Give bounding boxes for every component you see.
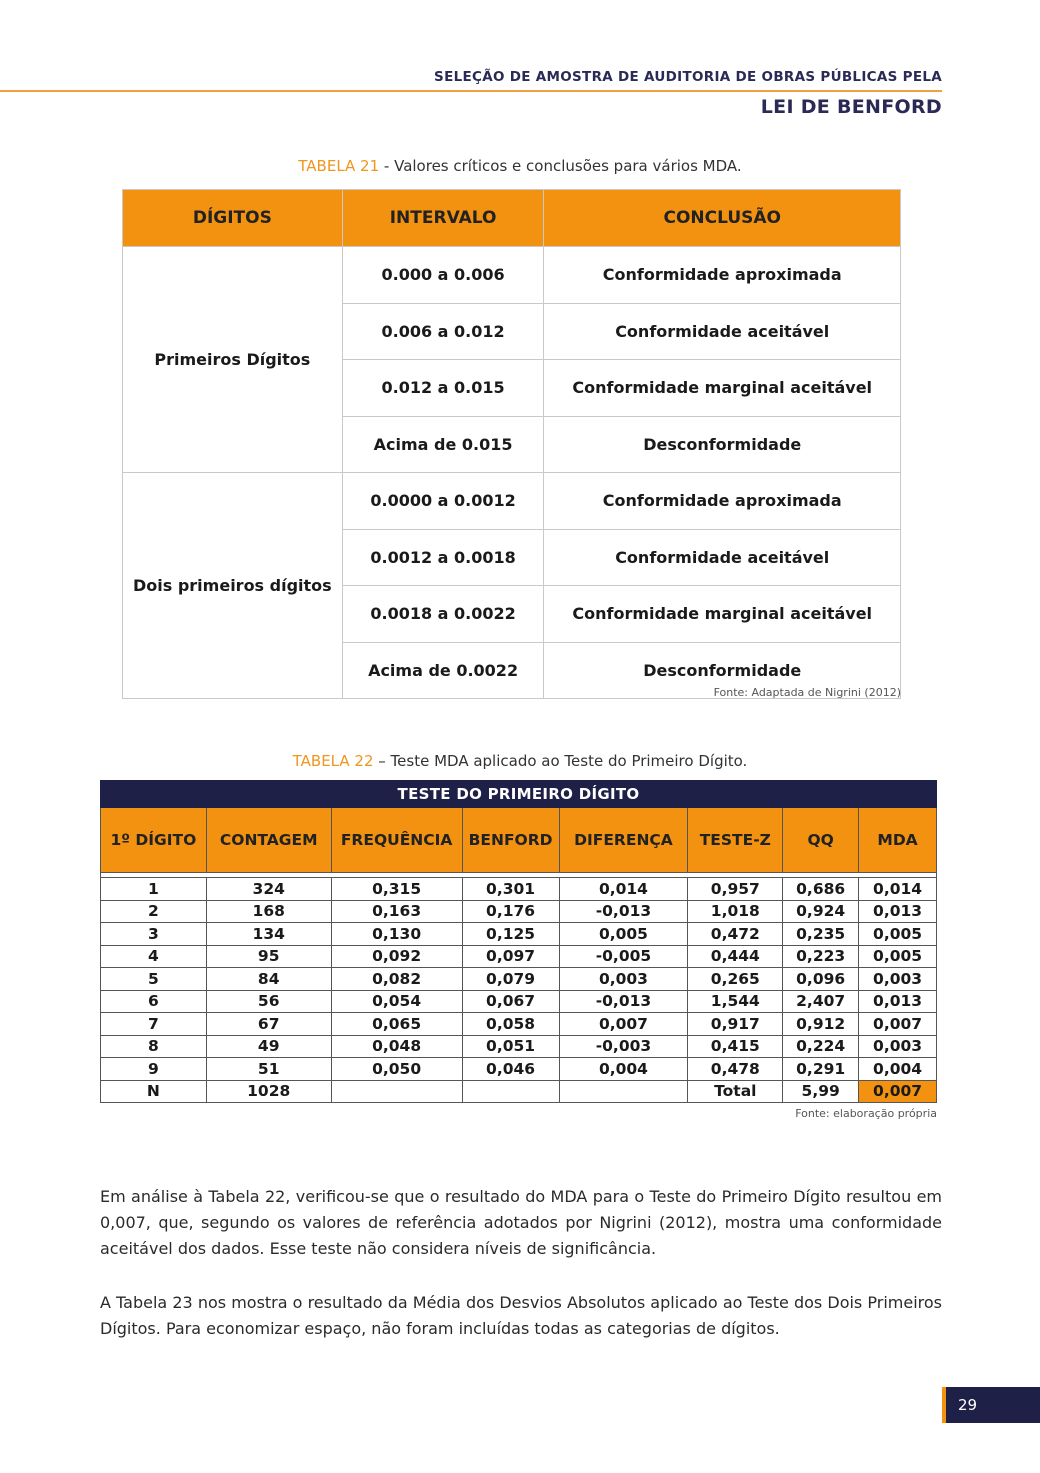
table-cell: 0,003 bbox=[559, 968, 688, 991]
table-cell: 0,291 bbox=[783, 1058, 859, 1081]
table-cell: 0,163 bbox=[331, 900, 462, 923]
table-cell: 0,050 bbox=[331, 1058, 462, 1081]
paragraph: Em análise à Tabela 22, verificou-se que o resultado do MDA para o Teste do Primeiro Dígito resultou em 0,007, que, segundo os valores de referência adotados por Nigrini (2012), mostra uma conformidade aceitável dos dados. Esse teste não considera níveis de significância. bbox=[100, 1187, 942, 1258]
table-cell: 0,065 bbox=[331, 1013, 462, 1036]
table-cell: 0,004 bbox=[859, 1058, 937, 1081]
table-row bbox=[101, 990, 937, 1013]
paragraph: A Tabela 23 nos mostra o resultado da Média dos Desvios Absolutos aplicado ao Teste dos Dois Primeiros Dígitos. Para economizar espaço, não foram incluídas todas as categorias de dígitos. bbox=[100, 1293, 942, 1338]
table-cell: 56 bbox=[206, 990, 331, 1013]
table-cell: 2 bbox=[101, 900, 207, 923]
table-cell: 0,415 bbox=[688, 1035, 783, 1058]
table-cell: N bbox=[101, 1080, 207, 1103]
interval-cell: Acima de 0.015 bbox=[342, 416, 544, 473]
table-cell: -0,013 bbox=[559, 990, 688, 1013]
table-cell: 9 bbox=[101, 1058, 207, 1081]
table-row bbox=[123, 473, 901, 530]
table-cell: 0,924 bbox=[783, 900, 859, 923]
interval-cell: 0.0018 a 0.0022 bbox=[342, 586, 544, 643]
table22-header-cell: TESTE-Z bbox=[688, 808, 783, 873]
table22-header-row bbox=[101, 808, 937, 873]
interval-cell: 0.006 a 0.012 bbox=[342, 303, 544, 360]
header-rule bbox=[0, 90, 942, 92]
table-cell: -0,005 bbox=[559, 945, 688, 968]
group-name-cell: Primeiros Dígitos bbox=[123, 247, 343, 473]
table-cell: 134 bbox=[206, 923, 331, 946]
table-cell: 168 bbox=[206, 900, 331, 923]
table-cell: 1028 bbox=[206, 1080, 331, 1103]
table21-source: Fonte: Adaptada de Nigrini (2012) bbox=[713, 686, 901, 699]
table-cell: 0,265 bbox=[688, 968, 783, 991]
header-subtitle: SELEÇÃO DE AMOSTRA DE AUDITORIA DE OBRAS PÚBLICAS PELA bbox=[434, 69, 942, 85]
table-cell: 0,054 bbox=[331, 990, 462, 1013]
table-cell: 0,003 bbox=[859, 1035, 937, 1058]
table-cell: 2,407 bbox=[783, 990, 859, 1013]
table-cell: Total bbox=[688, 1080, 783, 1103]
conclusion-cell: Conformidade aproximada bbox=[544, 473, 901, 530]
table22-caption-text: – Teste MDA aplicado ao Teste do Primeiro Dígito. bbox=[373, 752, 748, 770]
table22-band: TESTE DO PRIMEIRO DÍGITO bbox=[101, 781, 937, 808]
table-cell: 0,082 bbox=[331, 968, 462, 991]
table-cell: 0,013 bbox=[859, 990, 937, 1013]
conclusion-cell: Conformidade marginal aceitável bbox=[544, 360, 901, 417]
table-cell: 0,013 bbox=[859, 900, 937, 923]
table21-caption-label: TABELA 21 bbox=[298, 157, 380, 175]
table-row bbox=[101, 1035, 937, 1058]
table22-caption bbox=[0, 752, 1040, 770]
table-cell: -0,003 bbox=[559, 1035, 688, 1058]
conclusion-cell: Desconformidade bbox=[544, 416, 901, 473]
table-cell: 324 bbox=[206, 878, 331, 901]
interval-cell: 0.0000 a 0.0012 bbox=[342, 473, 544, 530]
table-footer-row bbox=[101, 1080, 937, 1103]
table-cell: 8 bbox=[101, 1035, 207, 1058]
table-cell: 0,097 bbox=[462, 945, 559, 968]
table-cell: 0,005 bbox=[859, 923, 937, 946]
table21-header-cell: INTERVALO bbox=[342, 190, 544, 247]
table22-header-cell: 1º DÍGITO bbox=[101, 808, 207, 873]
table-cell: 1,018 bbox=[688, 900, 783, 923]
table-cell: 0,079 bbox=[462, 968, 559, 991]
mda-total-cell: 0,007 bbox=[859, 1080, 937, 1103]
table-cell: 84 bbox=[206, 968, 331, 991]
table-cell: 67 bbox=[206, 1013, 331, 1036]
table-cell: 0,235 bbox=[783, 923, 859, 946]
group-name-cell: Dois primeiros dígitos bbox=[123, 473, 343, 699]
table-cell: 0,007 bbox=[859, 1013, 937, 1036]
table-cell: 0,444 bbox=[688, 945, 783, 968]
table-cell: 0,917 bbox=[688, 1013, 783, 1036]
table22-source: Fonte: elaboração própria bbox=[795, 1107, 937, 1120]
table22 bbox=[100, 780, 937, 1103]
table-cell bbox=[331, 1080, 462, 1103]
table-cell: 3 bbox=[101, 923, 207, 946]
table-row bbox=[101, 900, 937, 923]
table-cell: 51 bbox=[206, 1058, 331, 1081]
interval-cell: 0.012 a 0.015 bbox=[342, 360, 544, 417]
table-row bbox=[101, 968, 937, 991]
table-cell: 0,176 bbox=[462, 900, 559, 923]
table-cell: 1 bbox=[101, 878, 207, 901]
table-cell: 0,004 bbox=[559, 1058, 688, 1081]
table-cell: -0,013 bbox=[559, 900, 688, 923]
table-cell: 0,686 bbox=[783, 878, 859, 901]
table21 bbox=[122, 189, 901, 699]
table-cell: 0,014 bbox=[559, 878, 688, 901]
table-cell: 4 bbox=[101, 945, 207, 968]
table-cell: 0,472 bbox=[688, 923, 783, 946]
table-cell: 5,99 bbox=[783, 1080, 859, 1103]
table-cell: 0,003 bbox=[859, 968, 937, 991]
table-cell: 49 bbox=[206, 1035, 331, 1058]
table-row bbox=[101, 923, 937, 946]
table22-header-cell: FREQUÊNCIA bbox=[331, 808, 462, 873]
table-cell: 0,067 bbox=[462, 990, 559, 1013]
table-cell: 0,014 bbox=[859, 878, 937, 901]
interval-cell: Acima de 0.0022 bbox=[342, 642, 544, 699]
table-cell bbox=[462, 1080, 559, 1103]
table-cell: 0,130 bbox=[331, 923, 462, 946]
interval-cell: 0.0012 a 0.0018 bbox=[342, 529, 544, 586]
header-title: LEI DE BENFORD bbox=[760, 96, 942, 118]
table22-caption-label: TABELA 22 bbox=[292, 752, 374, 770]
table-row bbox=[101, 1013, 937, 1036]
table-cell: 0,058 bbox=[462, 1013, 559, 1036]
table-cell: 0,957 bbox=[688, 878, 783, 901]
conclusion-cell: Conformidade marginal aceitável bbox=[544, 586, 901, 643]
table-row bbox=[101, 945, 937, 968]
table21-header-cell: DÍGITOS bbox=[123, 190, 343, 247]
table-cell: 0,005 bbox=[859, 945, 937, 968]
conclusion-cell: Conformidade aceitável bbox=[544, 303, 901, 360]
table-cell: 7 bbox=[101, 1013, 207, 1036]
table22-header-cell: DIFERENÇA bbox=[559, 808, 688, 873]
table21-caption-text: - Valores críticos e conclusões para vários MDA. bbox=[379, 157, 742, 175]
table-row bbox=[123, 247, 901, 304]
table-cell: 0,478 bbox=[688, 1058, 783, 1081]
table-cell: 0,125 bbox=[462, 923, 559, 946]
table-cell: 0,912 bbox=[783, 1013, 859, 1036]
table22-header-cell: QQ bbox=[783, 808, 859, 873]
table21-header-cell: CONCLUSÃO bbox=[544, 190, 901, 247]
conclusion-cell: Desconformidade bbox=[544, 642, 901, 699]
table22-header-cell: CONTAGEM bbox=[206, 808, 331, 873]
table-cell: 0,046 bbox=[462, 1058, 559, 1081]
table-cell: 1,544 bbox=[688, 990, 783, 1013]
table-cell: 0,301 bbox=[462, 878, 559, 901]
table-cell: 95 bbox=[206, 945, 331, 968]
table-cell: 5 bbox=[101, 968, 207, 991]
table-cell: 0,007 bbox=[559, 1013, 688, 1036]
table-row bbox=[101, 878, 937, 901]
table22-header-cell: BENFORD bbox=[462, 808, 559, 873]
interval-cell: 0.000 a 0.006 bbox=[342, 247, 544, 304]
table-cell: 0,092 bbox=[331, 945, 462, 968]
table-cell: 0,315 bbox=[331, 878, 462, 901]
table22-header-cell: MDA bbox=[859, 808, 937, 873]
page-number: 29 bbox=[942, 1387, 1040, 1423]
table-cell: 0,224 bbox=[783, 1035, 859, 1058]
table-row bbox=[101, 1058, 937, 1081]
conclusion-cell: Conformidade aceitável bbox=[544, 529, 901, 586]
table-cell: 0,223 bbox=[783, 945, 859, 968]
table-cell: 0,048 bbox=[331, 1035, 462, 1058]
table21-header-row bbox=[123, 190, 901, 247]
table-cell: 0,051 bbox=[462, 1035, 559, 1058]
table-cell: 0,096 bbox=[783, 968, 859, 991]
conclusion-cell: Conformidade aproximada bbox=[544, 247, 901, 304]
table-cell: 6 bbox=[101, 990, 207, 1013]
table21-caption bbox=[0, 157, 1040, 175]
table-cell bbox=[559, 1080, 688, 1103]
table-cell: 0,005 bbox=[559, 923, 688, 946]
